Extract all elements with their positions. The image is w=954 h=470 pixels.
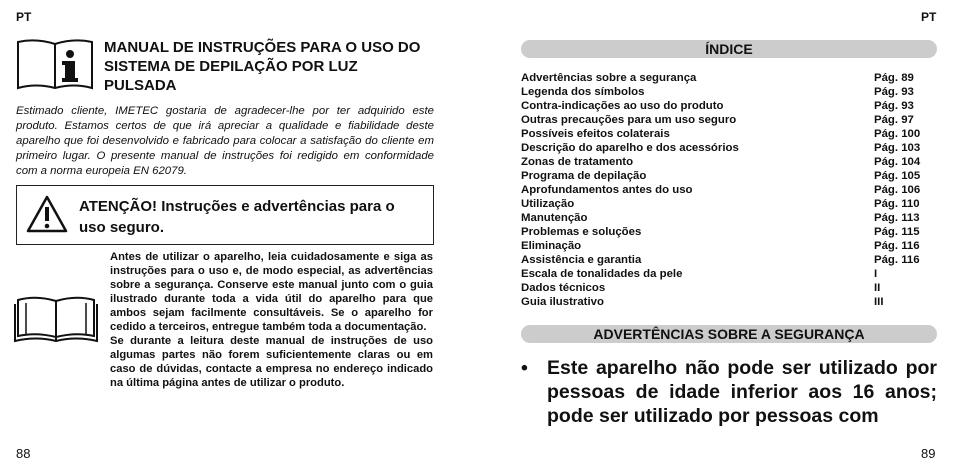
toc-entry-page: Pág. 103 (874, 142, 921, 154)
intro-paragraph: Estimado cliente, IMETEC gostaria de agradecer-lhe por ter adquirido este produto. Estamos certos de que irá apreciar a qualidade e fiabilidade deste aparelho que foi desenvolvido e fabricado para colocar a satisfação do cliente em primeiro lugar. O presente manual de instruções foi redigido em conformidade com a norma europeia EN 62079. (16, 105, 434, 177)
toc-entry[interactable] (521, 267, 937, 281)
warning-text: ATENÇÃO! Instruções e advertências para o uso seguro. (79, 198, 395, 236)
table-of-contents (521, 71, 937, 309)
toc-entry-label: Zonas de tratamento (521, 156, 634, 168)
toc-entry-label: Aprofundamentos antes do uso (521, 184, 693, 196)
toc-entry-page: Pág. 97 (874, 114, 914, 126)
instructions-paragraph-1: Antes de utilizar o aparelho, leia cuidadosamente e siga as instruções para o uso e, de modo especial, as advertências sobre a segurança. Conserve este manual junto com o guia ilustrado durante toda a vida útil do aparelho para que ambos sejam facilmente consultáveis. Se o aparelho for cedido a terceiros, entregue também toda a documentação. (110, 251, 433, 333)
warning-box (16, 185, 434, 245)
toc-entry[interactable] (521, 141, 937, 155)
toc-entry-page: II (874, 282, 881, 294)
toc-entry-page: Pág. 110 (874, 198, 920, 210)
toc-entry-label: Manutenção (521, 212, 588, 224)
toc-entry-page: Pág. 100 (874, 128, 921, 140)
toc-entry-label: Guia ilustrativo (521, 296, 604, 308)
toc-entry-label: Descrição do aparelho e dos acessórios (521, 142, 739, 154)
toc-entry-label: Escala de tonalidades da pele (521, 268, 683, 280)
toc-entry[interactable] (521, 183, 937, 197)
language-label-right: PT (921, 10, 937, 24)
instructions-body (110, 250, 433, 390)
toc-entry[interactable] (521, 211, 937, 225)
instructions-paragraph-2: Se durante a leitura deste manual de instruções de uso algumas partes não forem suficientemente claras ou em caso de dúvidas, contacte a empresa no endereço indicado na última página antes de utilizar o produto. (110, 335, 433, 389)
toc-entry[interactable] (521, 155, 937, 169)
toc-entry[interactable] (521, 295, 937, 309)
toc-entry-page: Pág. 104 (874, 156, 921, 168)
toc-entry-page: Pág. 106 (874, 184, 921, 196)
toc-entry-label: Legenda dos símbolos (521, 86, 645, 98)
toc-entry[interactable] (521, 225, 937, 239)
index-header: ÍNDICE (521, 40, 937, 58)
toc-entry[interactable] (521, 239, 937, 253)
warning-triangle-icon (25, 194, 69, 234)
language-label-left: PT (16, 10, 32, 24)
bullet-dot: • (521, 357, 528, 379)
toc-entry-page: I (874, 268, 878, 280)
page-number-right: 89 (921, 446, 936, 461)
toc-entry[interactable] (521, 113, 937, 127)
toc-entry[interactable] (521, 99, 937, 113)
toc-entry-label: Problemas e soluções (521, 226, 642, 238)
manual-title: MANUAL DE INSTRUÇÕES PARA O USO DO SISTEMA DE DEPILAÇÃO POR LUZ PULSADA (104, 39, 421, 94)
toc-entry-page: Pág. 93 (874, 100, 914, 112)
toc-entry-label: Programa de depilação (521, 170, 647, 182)
toc-entry[interactable] (521, 85, 937, 99)
toc-entry-label: Outras precauções para um uso seguro (521, 114, 737, 126)
toc-entry-page: Pág. 89 (874, 72, 914, 84)
open-book-icon (14, 294, 98, 344)
toc-entry-label: Advertências sobre a segurança (521, 72, 697, 84)
safety-bullet-text: Este aparelho não pode ser utilizado por pessoas de idade inferior aos 16 anos; pode ser utilizado por pessoas com (547, 357, 937, 427)
toc-entry-label: Assistência e garantia (521, 254, 642, 266)
toc-entry-page: Pág. 93 (874, 86, 914, 98)
toc-entry-label: Dados técnicos (521, 282, 606, 294)
toc-entry-label: Utilização (521, 198, 575, 210)
toc-entry[interactable] (521, 169, 937, 183)
page-number-left: 88 (16, 446, 31, 461)
toc-entry[interactable] (521, 281, 937, 295)
toc-entry-page: Pág. 116 (874, 240, 920, 252)
toc-entry[interactable] (521, 127, 937, 141)
toc-entry-page: III (874, 296, 884, 308)
toc-entry-page: Pág. 115 (874, 226, 920, 238)
safety-header: ADVERTÊNCIAS SOBRE A SEGURANÇA (521, 325, 937, 343)
toc-entry[interactable] (521, 253, 937, 267)
toc-entry-page: Pág. 116 (874, 254, 920, 266)
toc-entry[interactable] (521, 197, 937, 211)
manual-info-icon (16, 38, 94, 90)
toc-entry-label: Eliminação (521, 240, 582, 252)
toc-entry-page: Pág. 105 (874, 170, 921, 182)
toc-entry-page: Pág. 113 (874, 212, 920, 224)
toc-entry-label: Possíveis efeitos colaterais (521, 128, 670, 140)
toc-entry[interactable] (521, 71, 937, 85)
toc-entry-label: Contra-indicações ao uso do produto (521, 100, 724, 112)
